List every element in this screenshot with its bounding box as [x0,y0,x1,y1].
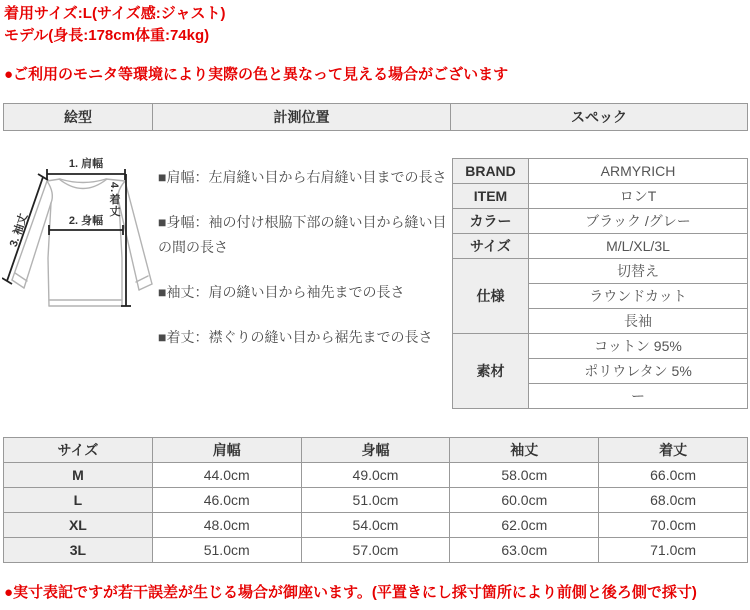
spec-value-color: ブラック /グレー [529,209,748,234]
size-cell-name: M [4,463,153,488]
spec-label-size: サイズ [453,234,529,259]
spec-value-material-2: ポリウレタン 5% [529,359,748,384]
size-cell-value: 60.0cm [450,488,599,513]
spec-row-brand [453,159,748,184]
size-cell-name: XL [4,513,153,538]
size-cell-value: 66.0cm [599,463,748,488]
size-cell-value: 68.0cm [599,488,748,513]
model-info-note: モデル(身長:178cm体重:74kg) [4,27,210,44]
spec-table [452,158,748,409]
size-cell-value: 57.0cm [301,538,450,563]
spec-value-material-1: コットン 95% [529,334,748,359]
size-chart-table [3,437,748,563]
size-cell-value: 71.0cm [599,538,748,563]
measure-note-length: ■着丈：襟ぐりの縫い目から裾先までの長さ [158,329,433,345]
measure-note-body-width: ■身幅：袖の付け根脇下部の縫い目から縫い目の間の長さ [158,214,447,255]
guide-header-row [3,103,748,131]
diagram-label-length: 4.着丈 [108,182,120,218]
size-cell-value: 54.0cm [301,513,450,538]
size-cell-value: 51.0cm [301,488,450,513]
size-cell-value: 70.0cm [599,513,748,538]
spec-value-feature-3: 長袖 [529,309,748,334]
size-cell-value: 44.0cm [152,463,301,488]
measurement-error-note: ●実寸表記ですが若干誤差が生じる場合が御座います。(平置きにし採寸箇所により前側と後ろ側で採寸) [4,584,697,601]
spec-value-feature-1: 切替え [529,259,748,284]
measure-position-notes [158,165,460,370]
size-table-header-row [4,438,748,463]
spec-row-feature [453,259,748,284]
spec-label-material: 素材 [453,334,529,409]
size-cell-value: 49.0cm [301,463,450,488]
spec-row-item [453,184,748,209]
spec-label-brand: BRAND [453,159,529,184]
size-cell-value: 51.0cm [152,538,301,563]
size-row-3l [4,538,748,563]
size-row-xl [4,513,748,538]
size-cell-name: L [4,488,153,513]
measure-note-shoulder: ■肩幅：左肩縫い目から右肩縫い目までの長さ [158,169,447,185]
diagram-label-sleeve: 3. 袖丈 [7,212,31,249]
spec-row-material [453,334,748,359]
measure-note-sleeve: ■袖丈：肩の縫い目から袖先までの長さ [158,284,405,300]
size-cell-name: 3L [4,538,153,563]
spec-value-brand: ARMYRICH [529,159,748,184]
size-header-size: サイズ [4,438,153,463]
spec-row-size [453,234,748,259]
spec-label-color: カラー [453,209,529,234]
size-header-length: 着丈 [599,438,748,463]
size-header-shoulder: 肩幅 [152,438,301,463]
monitor-color-note: ●ご利用のモニタ等環境により実際の色と異なって見える場合がございます [4,66,509,83]
diagram-label-body-width: 2. 身幅 [68,215,104,227]
header-cell-drawing: 絵型 [64,109,92,125]
spec-label-item: ITEM [453,184,529,209]
size-row-l [4,488,748,513]
spec-value-feature-2: ラウンドカット [529,284,748,309]
size-row-m [4,463,748,488]
worn-size-note: 着用サイズ:L(サイズ感:ジャスト) [4,5,226,22]
spec-label-feature: 仕様 [453,259,529,334]
garment-diagram [2,138,162,338]
size-header-body-width: 身幅 [301,438,450,463]
spec-value-item: ロンT [529,184,748,209]
header-cell-measure-position: 計測位置 [152,104,450,130]
size-cell-value: 48.0cm [152,513,301,538]
diagram-label-shoulder: 1. 肩幅 [68,158,104,170]
size-cell-value: 58.0cm [450,463,599,488]
size-cell-value: 62.0cm [450,513,599,538]
size-cell-value: 63.0cm [450,538,599,563]
spec-value-material-3: ー [529,384,748,409]
size-header-sleeve: 袖丈 [450,438,599,463]
header-cell-spec: スペック [450,104,747,130]
spec-row-color [453,209,748,234]
spec-value-size: M/L/XL/3L [529,234,748,259]
size-cell-value: 46.0cm [152,488,301,513]
